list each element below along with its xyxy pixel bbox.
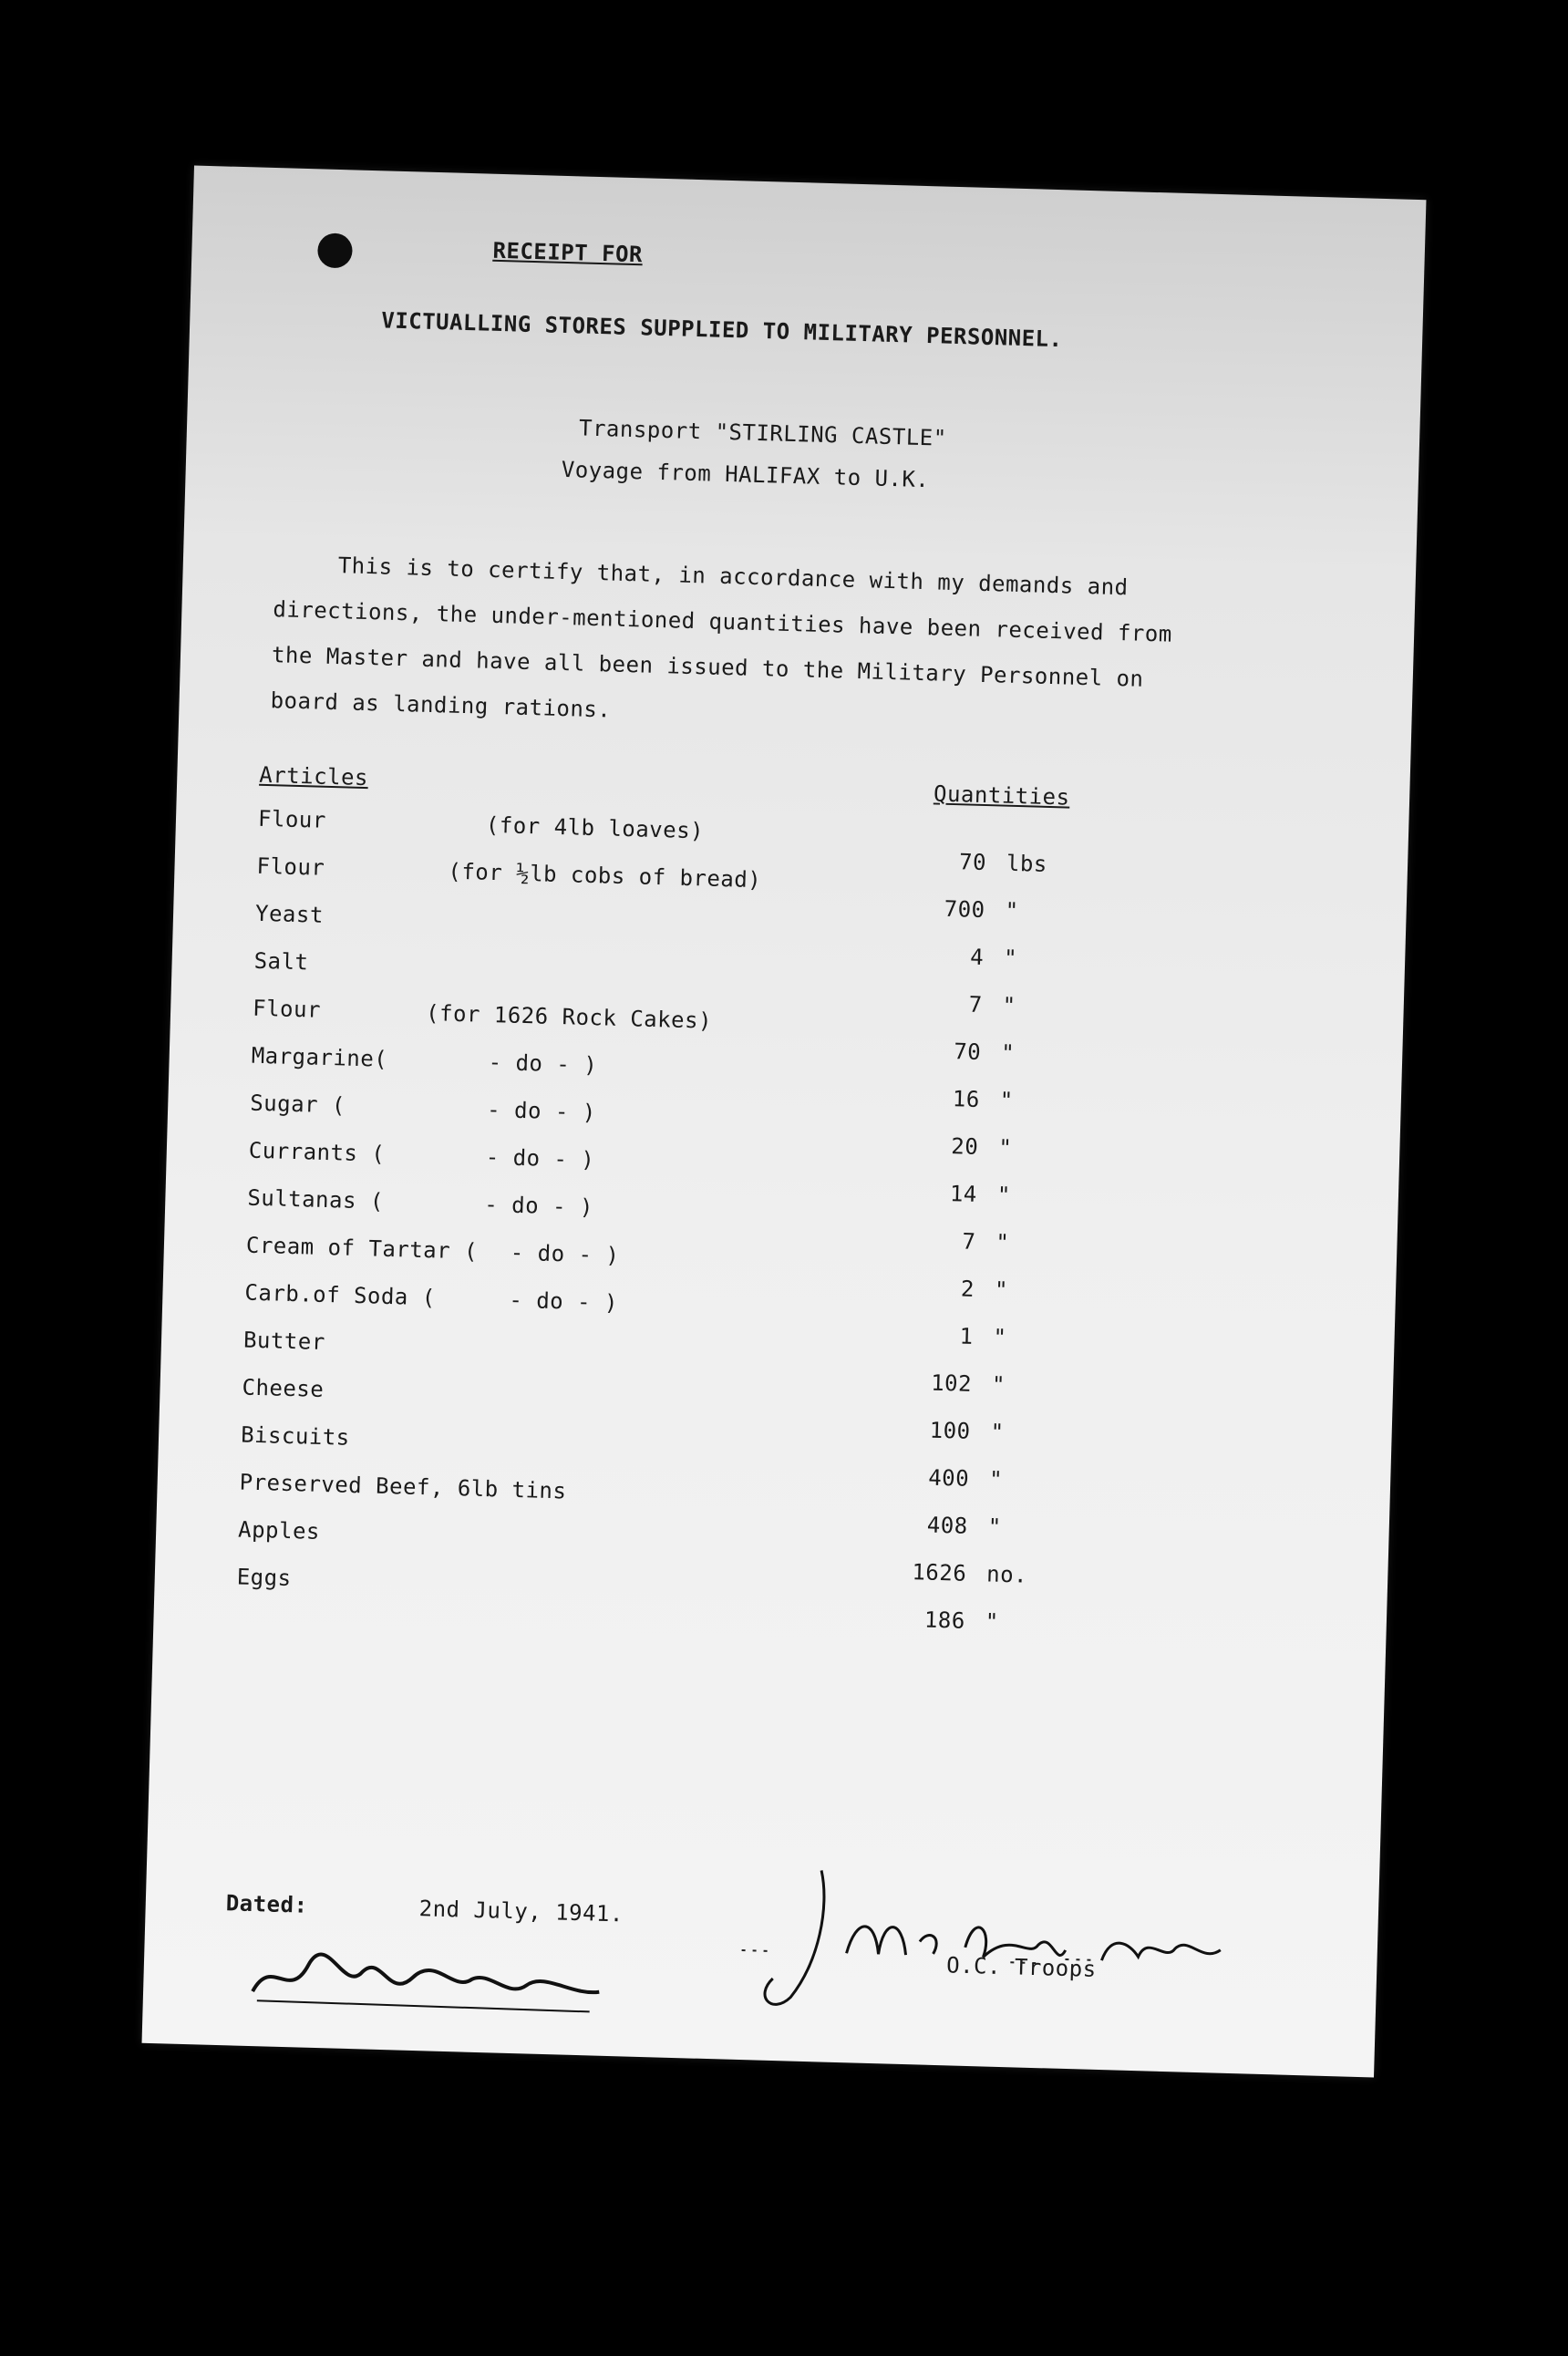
quantity-unit: ": [1003, 945, 1018, 972]
quantity-unit: ": [996, 1182, 1012, 1208]
quantity-unit: ": [1005, 897, 1019, 925]
transport-line: Transport "STIRLING CASTLE": [578, 415, 948, 451]
article-name: Eggs: [236, 1564, 292, 1592]
article-note: - do - ): [510, 1239, 620, 1269]
handwritten-signature-left: [242, 1937, 609, 2029]
quantity-unit: no.: [985, 1561, 1028, 1588]
article-note: - do - ): [509, 1286, 619, 1316]
quantity-unit: ": [985, 1608, 1000, 1635]
article-name: Carb.of Soda (: [244, 1279, 437, 1311]
quantity-value: 70: [953, 1038, 982, 1066]
quantity-value: 2: [960, 1276, 975, 1302]
quantity-unit: ": [997, 1134, 1013, 1161]
quantity-value: 7: [968, 991, 984, 1018]
article-name: Cheese: [242, 1374, 325, 1403]
quantity-unit: lbs: [1006, 850, 1048, 877]
quantity-unit: ": [1002, 992, 1016, 1019]
quantity-unit: ": [993, 1324, 1007, 1350]
quantity-unit: ": [987, 1514, 1003, 1540]
quantity-value: 7: [962, 1228, 976, 1255]
quantities-header: Quantities: [933, 780, 1070, 811]
quantity-value: 14: [949, 1181, 978, 1207]
article-name: Flour: [256, 852, 325, 881]
quantity-value: 408: [926, 1512, 969, 1539]
quantity-unit: ": [999, 1087, 1015, 1114]
quantity-unit: ": [991, 1371, 1006, 1398]
article-name: Salt: [253, 947, 309, 976]
article-name: Preserved Beef, 6lb tins: [239, 1469, 567, 1504]
punch-hole: [317, 232, 353, 268]
oc-troops-label: O.C. Troops: [945, 1952, 1098, 1982]
date-value: 2nd July, 1941.: [418, 1896, 624, 1927]
quantity-unit: ": [994, 1276, 1009, 1303]
article-note: - do - ): [485, 1143, 595, 1173]
article-note: (for 1626 Rock Cakes): [425, 999, 713, 1034]
quantity-value: 400: [927, 1464, 970, 1492]
article-name: Margarine(: [251, 1042, 388, 1072]
document-subtitle: VICTUALLING STORES SUPPLIED TO MILITARY PERSONNEL.: [380, 307, 1063, 353]
quantity-value: 186: [923, 1607, 966, 1634]
article-name: Currants (: [248, 1137, 386, 1167]
article-note: (for 4lb loaves): [485, 811, 705, 844]
article-note: - do - ): [483, 1191, 594, 1221]
quantity-value: 100: [929, 1417, 971, 1444]
certificate-line: This is to certify that, in accordance with my demands and: [337, 553, 1129, 601]
article-name: Sugar (: [249, 1090, 346, 1119]
article-name: Sultanas (: [247, 1184, 385, 1214]
document-page: [142, 166, 1427, 2078]
quantity-value: 1: [959, 1323, 974, 1349]
article-name: Biscuits: [240, 1421, 351, 1451]
quantity-value: 4: [969, 944, 985, 971]
article-name: Cream of Tartar (: [245, 1232, 479, 1265]
quantity-value: 20: [951, 1133, 979, 1160]
quantity-value: 1626: [912, 1559, 967, 1586]
certificate-line: directions, the under-mentioned quantities have been received from: [273, 596, 1173, 647]
document-title: RECEIPT FOR: [492, 237, 644, 268]
quantity-unit: ": [988, 1466, 1004, 1493]
articles-header: Articles: [259, 761, 369, 791]
article-note: - do - ): [486, 1096, 597, 1126]
voyage-line: Voyage from HALIFAX to U.K.: [561, 456, 930, 493]
certificate-line: board as landing rations.: [270, 687, 612, 723]
quantity-value: 700: [944, 895, 985, 924]
handwritten-signature-right: [736, 1850, 1233, 2028]
article-name: Flour: [252, 995, 322, 1023]
quantity-value: 102: [930, 1369, 973, 1397]
dated-label: Dated:: [225, 1890, 308, 1918]
article-name: Flour: [257, 805, 327, 833]
certificate-line: the Master and have all been issued to the Military Personnel on: [271, 642, 1144, 692]
quantity-unit: ": [1000, 1039, 1016, 1067]
quantity-unit: ": [990, 1419, 1005, 1445]
article-note: (for ½lb cobs of bread): [448, 858, 762, 894]
quantity-unit: ": [995, 1229, 1010, 1256]
quantity-value: 70: [958, 849, 987, 876]
article-name: Yeast: [254, 900, 325, 928]
article-note: - do - ): [488, 1049, 598, 1079]
article-name: Apples: [237, 1516, 321, 1545]
quantity-value: 16: [952, 1086, 981, 1112]
article-name: Butter: [242, 1327, 326, 1356]
